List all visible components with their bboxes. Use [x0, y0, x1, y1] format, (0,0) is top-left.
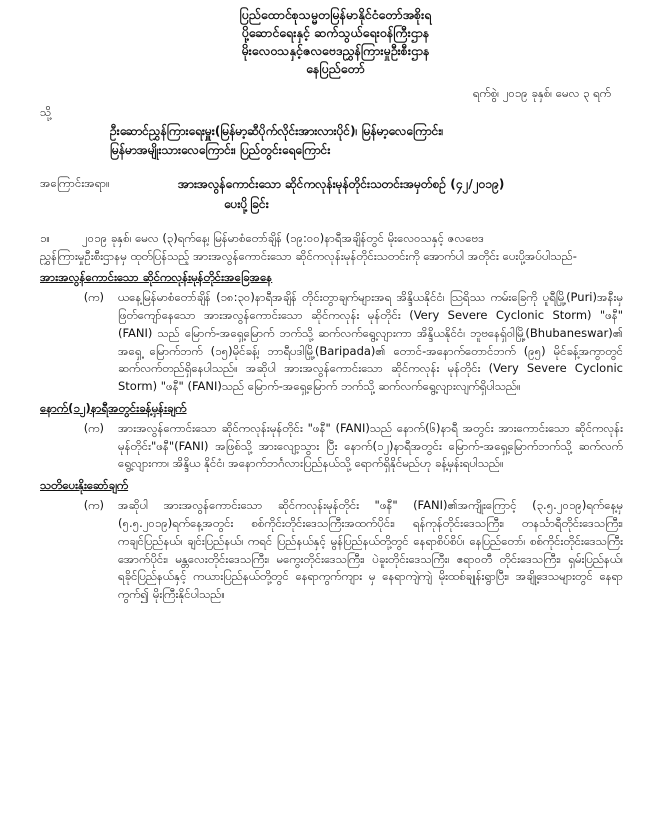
item-number: (က): [83, 498, 104, 513]
addressee-line-1: ဦးဆောင်ညွှန်ကြားရေးမှူး(မြန်မာ့ဆီပိုက်လိုင်းအားလားပိုင်)၊ မြန်မာ့လေကြောင်း၊: [110, 124, 444, 139]
subject-label: အကြောင်းအရာ။: [40, 175, 110, 190]
section-heading-warning: သတိပေးနိုးဆော်ချက်: [40, 478, 129, 493]
subject-text: အားအလွန်ကောင်းသော ဆိုင်ကလုန်းမုန်တိုင်းသတင်းအမှတ်စဉ် (၄၂/၂၀၁၉): [178, 176, 505, 191]
to-label: သို့: [40, 105, 52, 120]
section-forecast-item: [40, 420, 623, 473]
section-heading-current-status: အားအလွန်ကောင်းသော ဆိုင်ကလုန်းမုန်တိုင်းအခြေအနေ: [40, 270, 273, 285]
letter-date: ရက်စွဲ၊ ၂၀၁၉ ခုနှစ်၊ မေလ ၃ ရက်: [472, 85, 611, 100]
letterhead: [48, 6, 623, 79]
letterhead-city: နေပြည်တော်: [306, 61, 365, 77]
paragraph-number: ၁။: [40, 230, 50, 245]
addressee-line-2: မြန်မာအမျိုးသားလေကြောင်း၊ ပြည်တွင်းရေကြောင်း: [110, 143, 331, 158]
item-text: အားအလွန်ကောင်းသော ဆိုင်ကလုန်းမုန်တိုင်း "ဖနီ" (FANI)သည် နောက်(၆)နာရီ အတွင်း အားကောင်းသော ဆိုင်ကလုန်းမုန်တိုင်း"ဖနီ"(FANI) အဖြစ်သို့ အားလျော့သွား ပြီး နောက်(၁၂)နာရီအတွင်း မြောက်-အရှေ့မြောက်ဘက်သို့ ဆက်လက်ရွေ့လျားကာ၊ အိန္ဒိယ နိုင်ငံ၊ အနောက်ဘင်္ဂလားပြည်နယ်သို့ ရောက်ရှိနိုင်မည်ဟု ခန့်မှန်းရပါသည်။: [118, 420, 623, 471]
letterhead-department: မိုးလေဝသနှင့်ဇလဗေဒညွှန်ကြားမှုဦးစီးဌာန: [241, 43, 430, 59]
item-text: ယနေ့မြန်မာစံတော်ချိန် (၁၈:၃၀)နာရီအချိန် တိုင်းတွာချက်များအရ အိန္ဒိယနိုင်ငံ၊ ဩရိဿ ကမ်းခြေကို ပူရီမြို့(Puri)အနီးမှ ဖြတ်ကျော်နေသော အားအလွန်ကောင်းသော ဆိုင်ကလုန်း မုန်တိုင်း (Very Severe Cyclonic Storm) "ဖနီ" (FANI) သည် မြောက်-အရှေ့မြောက် ဘက်သို့ ဆက်လက်ရွေ့လျားကာ အိန္ဒိယနိုင်ငံ၊ ဘူဗနေရှ်ဝါမြို့(Bhubaneswar)၏ အရှေ့ မြောက်ဘက် (၁၅)မိုင်ခန့်၊ ဘာရီပဒါမြို့(Baripada)၏ တောင်-အနောက်တောင်ဘက် (၉၅) မိုင်ခန့်အကွာတွင် ဆက်လက်တည်ရှိနေပါသည်။ အဆိုပါ အားအလွန်ကောင်းသော ဆိုင်ကလုန်း မုန်တိုင်း (Very Severe Cyclonic Storm) "ဖနီ" (FANI)သည် မြောက်-အရှေ့မြောက် ဘက်သို့ ဆက်လက်ရွေ့လျားလျက်ရှိပါသည်။: [118, 290, 623, 394]
subject: [40, 175, 623, 194]
paragraph-1-body: ညွှန်ကြားမှုဦးစီးဌာနမှ ထုတ်ပြန်သည့် အားအလွန်ကောင်းသော ဆိုင်ကလုန်းမုန်တိုင်းသတင်းကို အောက်ပါ အတိုင်း ပေးပို့အပ်ပါသည်-: [40, 248, 577, 263]
subject-text-continued: ပေးပို့ခြင်း: [224, 197, 269, 212]
letterhead-ministry: ပို့ဆောင်ရေးနှင့် ဆက်သွယ်ရေးဝန်ကြီးဌာန: [241, 25, 430, 41]
paragraph-1: [40, 230, 623, 248]
section-heading-forecast: နောက်(၁၂)နာရီအတွင်းခန့်မှန်းချက်: [40, 401, 187, 415]
item-text: အဆိုပါ အားအလွန်ကောင်းသော ဆိုင်ကလုန်းမုန်တိုင်း "ဖနီ" (FANI)၏အကျိုးကြောင့် (၃.၅.၂၀၁၉)ရက်နေ့မှ (၅.၅.၂၀၁၉)ရက်နေ့အတွင်း စစ်ကိုင်းတိုင်းဒေသကြီးအထက်ပိုင်း၊ ရန်ကုန်တိုင်းဒေသကြီး၊ တနင်္သာရီတိုင်းဒေသကြီး၊ ကချင်ပြည်နယ်၊ ချင်းပြည်နယ်၊ ကရင် ပြည်နယ်နှင့် မွန်ပြည်နယ်တို့တွင် နေရာစိပ်စိပ်၊ နေပြည်တော်၊ စစ်ကိုင်းတိုင်းဒေသကြီး အောက်ပိုင်း၊ မန္တလေးတိုင်းဒေသကြီး၊ မကွေးတိုင်းဒေသကြီး၊ ပဲခူးတိုင်းဒေသကြီး၊ ဧရာဝတီ တိုင်းဒေသကြီး၊ ရှမ်းပြည်နယ်၊ ရခိုင်ပြည်နယ်နှင့် ကယားပြည်နယ်တို့တွင် နေရာကွက်ကျား မှ နေရာကျဲကျဲ မိုးထစ်ချုန်းရွာပြီး၊ အချို့ဒေသများတွင် နေရာကွက်၍ မိုးကြီးနိုင်ပါသည်။: [118, 498, 623, 602]
letterhead-government: ပြည်ထောင်စုသမ္မတမြန်မာနိုင်ငံတော်အစိုးရ: [239, 7, 432, 22]
section-warning-item: [40, 497, 623, 604]
paragraph-1-first-line: ၂၀၁၉ ခုနှစ်၊ မေလ (၃)ရက်နေ့၊ မြန်မာစံတော်ချိန် (၁၉:၀၀)နာရီအချိန်တွင် မိုးလေဝသနှင့် ဇလဗေဒ: [82, 230, 485, 245]
item-number: (က): [83, 420, 104, 435]
item-number: (က): [83, 290, 104, 305]
addressee: [110, 122, 623, 160]
section-current-status-item: [40, 289, 623, 396]
